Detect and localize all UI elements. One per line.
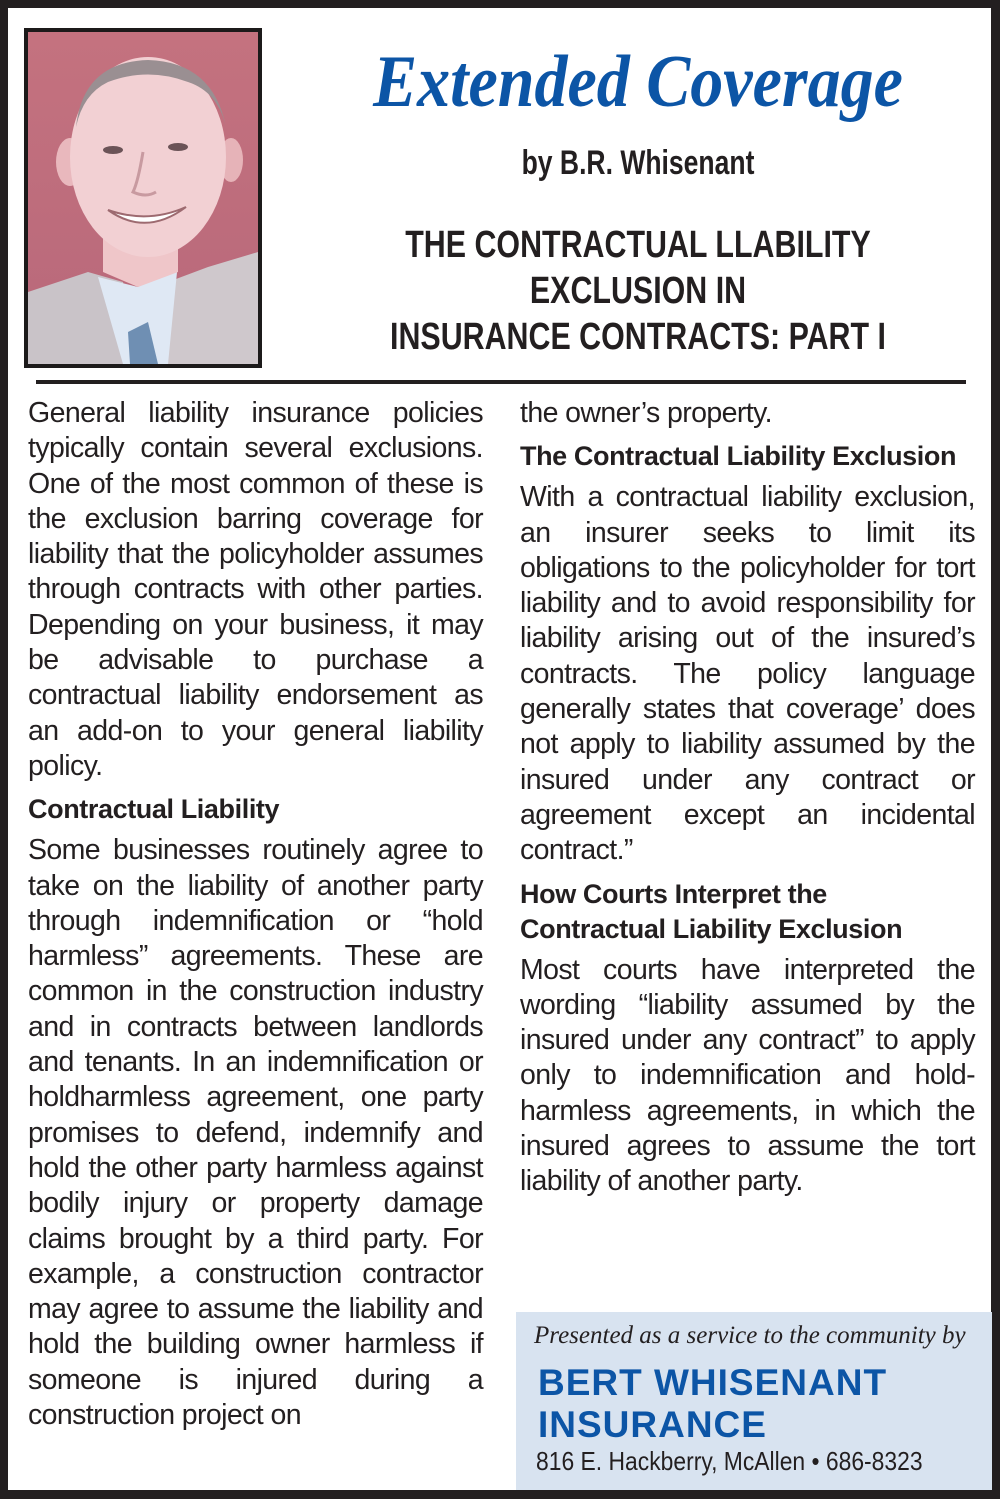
headline-line: THE CONTRACTUAL LLABILITY xyxy=(405,224,871,266)
body-paragraph: Most courts have interpreted the wording “liability assumed by the insured under any contract” to apply only to indemnification and hold-harmless agreements, in which the insured agrees to assume the tort liability of another party. xyxy=(520,953,975,1198)
body-paragraph: Some businesses routinely agree to take on the liability of another party through indemnification or “hold harmless” agreements. These are common in the construction industry and in contracts between landlords and tenants. In an indemnification or holdharmless agreement, one party promises to defend, indemnify and hold the other party harmless against bodily injury or property damage claims brought by a third party. For example, a construction contractor may agree to assume the liability and hold the building owner harmless if someone is injured during a construction project on xyxy=(28,834,483,1432)
sponsor-name-line: INSURANCE xyxy=(538,1404,767,1445)
author-portrait-icon xyxy=(28,32,258,364)
sponsor-intro: Presented as a service to the community by xyxy=(534,1322,966,1349)
header-divider xyxy=(36,380,966,384)
advertorial-page xyxy=(8,8,991,1490)
author-photo-frame xyxy=(24,28,262,368)
sponsor-name-line: BERT WHISENANT xyxy=(538,1362,888,1403)
intro-paragraph: General liability insurance policies typically contain several exclusions. One of the most common of these is the exclusion barring coverage for liability that the policyholder assumes through contracts with other parties. Depending on your business, it may be advisable to purchase a contractual liability endorsement as an add-on to your general liability policy. xyxy=(28,397,483,782)
article-headline xyxy=(298,222,978,360)
headline-line: EXCLUSION IN xyxy=(529,270,747,312)
article-column-right xyxy=(520,396,975,1200)
column-title: Extended Coverage xyxy=(373,41,903,123)
sponsor-name xyxy=(538,1362,887,1446)
author-photo xyxy=(28,32,258,364)
byline: by B.R. Whisenant xyxy=(521,144,755,182)
section-heading: The Contractual Liability Exclusion xyxy=(520,441,957,472)
article-column-left xyxy=(28,396,483,1433)
headline-line: INSURANCE CONTRACTS: PART I xyxy=(390,316,886,358)
sponsor-address: 816 E. Hackberry, McAllen • 686-8323 xyxy=(536,1446,923,1476)
sponsor-box xyxy=(516,1312,992,1490)
body-paragraph: With a contractual liability exclusion, an insurer seeks to limit its obligations to the policyholder for tort liability and to avoid responsibility for liability arising out of the insured’s contracts. The policy language generally states that coverage’ does not apply to liability assumed by the insured under any contract or agreement except an incidental contract.” xyxy=(520,481,975,867)
section-heading: Contractual Liability xyxy=(28,794,280,825)
continuation-paragraph: the owner’s property. xyxy=(520,397,772,429)
section-heading: How Courts Interpret the Contractual Liability Exclusion xyxy=(520,878,903,944)
